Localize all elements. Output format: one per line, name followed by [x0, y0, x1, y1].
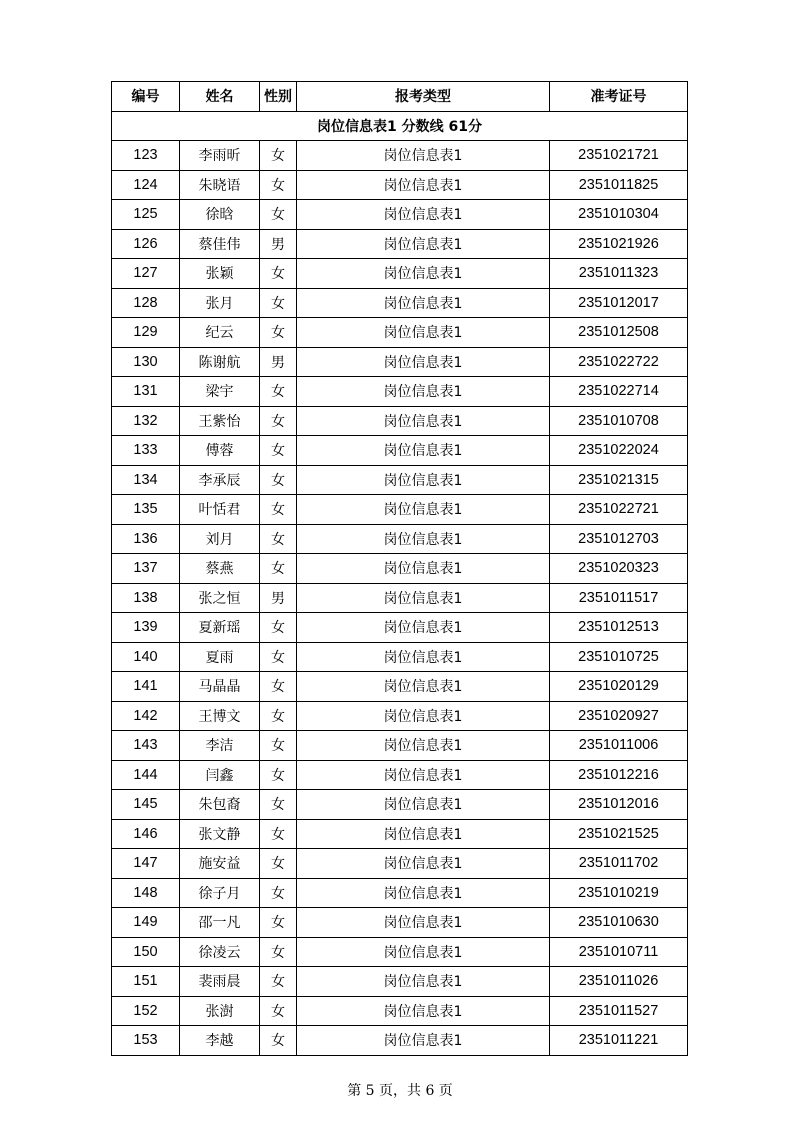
cell-ticket: 2351021926: [550, 229, 688, 259]
cell-exam-type: 岗位信息表1: [297, 849, 550, 879]
cell-exam-type: 岗位信息表1: [297, 200, 550, 230]
header-no: 编号: [112, 82, 180, 112]
cell-no: 132: [112, 406, 180, 436]
cell-exam-type: 岗位信息表1: [297, 878, 550, 908]
candidate-table: [111, 81, 688, 1056]
cell-name: 施安益: [180, 849, 260, 879]
table-body: [112, 111, 688, 1055]
cell-gender: 女: [260, 790, 297, 820]
cell-name: 傅蓉: [180, 436, 260, 466]
cell-exam-type: 岗位信息表1: [297, 465, 550, 495]
cell-no: 126: [112, 229, 180, 259]
table-row: [112, 200, 688, 230]
cell-exam-type: 岗位信息表1: [297, 436, 550, 466]
cell-gender: 女: [260, 849, 297, 879]
cell-name: 徐凌云: [180, 937, 260, 967]
cell-exam-type: 岗位信息表1: [297, 495, 550, 525]
table-row: [112, 937, 688, 967]
cell-exam-type: 岗位信息表1: [297, 141, 550, 171]
cell-ticket: 2351010304: [550, 200, 688, 230]
cell-gender: 女: [260, 701, 297, 731]
cell-no: 144: [112, 760, 180, 790]
cell-ticket: 2351010630: [550, 908, 688, 938]
cell-exam-type: 岗位信息表1: [297, 760, 550, 790]
cell-ticket: 2351020129: [550, 672, 688, 702]
cell-no: 149: [112, 908, 180, 938]
cell-exam-type: 岗位信息表1: [297, 347, 550, 377]
table-row: [112, 318, 688, 348]
cell-name: 徐晗: [180, 200, 260, 230]
cell-name: 蔡佳伟: [180, 229, 260, 259]
cell-exam-type: 岗位信息表1: [297, 377, 550, 407]
cell-exam-type: 岗位信息表1: [297, 583, 550, 613]
cell-ticket: 2351011702: [550, 849, 688, 879]
cell-ticket: 2351012016: [550, 790, 688, 820]
cell-no: 153: [112, 1026, 180, 1056]
cell-gender: 女: [260, 642, 297, 672]
table-row: [112, 377, 688, 407]
table-row: [112, 996, 688, 1026]
cell-exam-type: 岗位信息表1: [297, 613, 550, 643]
cell-exam-type: 岗位信息表1: [297, 288, 550, 318]
cell-gender: 女: [260, 731, 297, 761]
cell-exam-type: 岗位信息表1: [297, 1026, 550, 1056]
cell-exam-type: 岗位信息表1: [297, 406, 550, 436]
cell-name: 梁宇: [180, 377, 260, 407]
table-row: [112, 819, 688, 849]
cell-exam-type: 岗位信息表1: [297, 170, 550, 200]
cell-no: 138: [112, 583, 180, 613]
table-row: [112, 967, 688, 997]
cell-name: 闫鑫: [180, 760, 260, 790]
cell-exam-type: 岗位信息表1: [297, 554, 550, 584]
cell-ticket: 2351020323: [550, 554, 688, 584]
cell-name: 李承辰: [180, 465, 260, 495]
cell-gender: 女: [260, 406, 297, 436]
table-row: [112, 583, 688, 613]
cell-gender: 男: [260, 583, 297, 613]
cell-exam-type: 岗位信息表1: [297, 701, 550, 731]
table-row: [112, 406, 688, 436]
cell-no: 140: [112, 642, 180, 672]
cell-exam-type: 岗位信息表1: [297, 524, 550, 554]
cell-ticket: 2351011825: [550, 170, 688, 200]
cell-name: 马晶晶: [180, 672, 260, 702]
cell-name: 夏雨: [180, 642, 260, 672]
table-row: [112, 141, 688, 171]
table-row: [112, 613, 688, 643]
cell-no: 150: [112, 937, 180, 967]
table-row: [112, 495, 688, 525]
table-row: [112, 259, 688, 289]
cell-no: 142: [112, 701, 180, 731]
table-row: [112, 436, 688, 466]
cell-name: 李洁: [180, 731, 260, 761]
cell-exam-type: 岗位信息表1: [297, 318, 550, 348]
cell-ticket: 2351010711: [550, 937, 688, 967]
cell-exam-type: 岗位信息表1: [297, 967, 550, 997]
cell-ticket: 2351012703: [550, 524, 688, 554]
cell-exam-type: 岗位信息表1: [297, 819, 550, 849]
cell-gender: 女: [260, 200, 297, 230]
table-row: [112, 849, 688, 879]
cell-name: 朱晓语: [180, 170, 260, 200]
cell-no: 125: [112, 200, 180, 230]
cell-no: 151: [112, 967, 180, 997]
cell-exam-type: 岗位信息表1: [297, 642, 550, 672]
cell-gender: 女: [260, 436, 297, 466]
cell-ticket: 2351022024: [550, 436, 688, 466]
cell-exam-type: 岗位信息表1: [297, 259, 550, 289]
cell-no: 129: [112, 318, 180, 348]
cell-exam-type: 岗位信息表1: [297, 908, 550, 938]
cell-no: 148: [112, 878, 180, 908]
cell-ticket: 2351010219: [550, 878, 688, 908]
cell-gender: 男: [260, 229, 297, 259]
cell-gender: 女: [260, 613, 297, 643]
table-row: [112, 878, 688, 908]
cell-name: 张澍: [180, 996, 260, 1026]
cell-name: 陈谢航: [180, 347, 260, 377]
cell-no: 133: [112, 436, 180, 466]
table-row: [112, 554, 688, 584]
cell-ticket: 2351011527: [550, 996, 688, 1026]
cell-ticket: 2351011221: [550, 1026, 688, 1056]
cell-gender: 女: [260, 937, 297, 967]
cell-ticket: 2351012216: [550, 760, 688, 790]
cell-no: 127: [112, 259, 180, 289]
table-header: [112, 82, 688, 112]
table-row: [112, 760, 688, 790]
cell-exam-type: 岗位信息表1: [297, 790, 550, 820]
cell-gender: 女: [260, 1026, 297, 1056]
cell-name: 徐子月: [180, 878, 260, 908]
cell-exam-type: 岗位信息表1: [297, 229, 550, 259]
cell-gender: 女: [260, 996, 297, 1026]
cell-no: 143: [112, 731, 180, 761]
cell-name: 张颖: [180, 259, 260, 289]
cell-no: 146: [112, 819, 180, 849]
header-ticket: 准考证号: [550, 82, 688, 112]
cell-ticket: 2351021721: [550, 141, 688, 171]
header-gender: 性别: [260, 82, 297, 112]
cell-no: 145: [112, 790, 180, 820]
cell-ticket: 2351010725: [550, 642, 688, 672]
table-row: [112, 790, 688, 820]
cell-gender: 女: [260, 819, 297, 849]
table-row: [112, 229, 688, 259]
cell-name: 裴雨晨: [180, 967, 260, 997]
cell-no: 136: [112, 524, 180, 554]
cell-name: 蔡燕: [180, 554, 260, 584]
cell-gender: 女: [260, 377, 297, 407]
cell-no: 135: [112, 495, 180, 525]
header-exam-type: 报考类型: [297, 82, 550, 112]
cell-name: 张月: [180, 288, 260, 318]
header-row: [112, 82, 688, 112]
cell-gender: 女: [260, 672, 297, 702]
table-row: [112, 524, 688, 554]
cell-no: 130: [112, 347, 180, 377]
table-row: [112, 1026, 688, 1056]
cell-no: 141: [112, 672, 180, 702]
cell-no: 147: [112, 849, 180, 879]
cell-gender: 女: [260, 288, 297, 318]
table-row: [112, 465, 688, 495]
table-row: [112, 288, 688, 318]
table-row: [112, 170, 688, 200]
cell-gender: 女: [260, 967, 297, 997]
cell-name: 李越: [180, 1026, 260, 1056]
cell-gender: 女: [260, 465, 297, 495]
cell-no: 124: [112, 170, 180, 200]
cell-exam-type: 岗位信息表1: [297, 996, 550, 1026]
cell-ticket: 2351021525: [550, 819, 688, 849]
page-footer: 第 5 页，共 6 页: [347, 1083, 453, 1099]
cell-gender: 男: [260, 347, 297, 377]
cell-ticket: 2351011517: [550, 583, 688, 613]
header-name: 姓名: [180, 82, 260, 112]
cell-ticket: 2351011323: [550, 259, 688, 289]
cell-name: 王紫怡: [180, 406, 260, 436]
cell-no: 139: [112, 613, 180, 643]
cell-gender: 女: [260, 259, 297, 289]
cell-ticket: 2351012508: [550, 318, 688, 348]
cell-gender: 女: [260, 318, 297, 348]
document-sheet: [111, 81, 687, 1056]
cell-ticket: 2351020927: [550, 701, 688, 731]
cell-name: 叶恬君: [180, 495, 260, 525]
cell-gender: 女: [260, 554, 297, 584]
section-row: [112, 111, 688, 141]
cell-name: 纪云: [180, 318, 260, 348]
cell-name: 朱包裔: [180, 790, 260, 820]
table-row: [112, 731, 688, 761]
table-row: [112, 642, 688, 672]
cell-no: 131: [112, 377, 180, 407]
cell-name: 王博文: [180, 701, 260, 731]
cell-gender: 女: [260, 495, 297, 525]
cell-gender: 女: [260, 524, 297, 554]
cell-ticket: 2351011006: [550, 731, 688, 761]
cell-gender: 女: [260, 760, 297, 790]
cell-name: 张文静: [180, 819, 260, 849]
cell-name: 刘月: [180, 524, 260, 554]
cell-ticket: 2351010708: [550, 406, 688, 436]
cell-no: 128: [112, 288, 180, 318]
cell-name: 夏新瑶: [180, 613, 260, 643]
cell-ticket: 2351021315: [550, 465, 688, 495]
cell-exam-type: 岗位信息表1: [297, 937, 550, 967]
table-row: [112, 672, 688, 702]
cell-exam-type: 岗位信息表1: [297, 672, 550, 702]
table-row: [112, 347, 688, 377]
cell-name: 张之恒: [180, 583, 260, 613]
cell-ticket: 2351022714: [550, 377, 688, 407]
cell-gender: 女: [260, 908, 297, 938]
cell-no: 137: [112, 554, 180, 584]
table-row: [112, 701, 688, 731]
cell-name: 李雨昕: [180, 141, 260, 171]
section-title: 岗位信息表1 分数线 61分: [112, 111, 688, 141]
cell-gender: 女: [260, 141, 297, 171]
cell-ticket: 2351022721: [550, 495, 688, 525]
cell-name: 邵一凡: [180, 908, 260, 938]
cell-ticket: 2351022722: [550, 347, 688, 377]
cell-ticket: 2351012017: [550, 288, 688, 318]
table-row: [112, 908, 688, 938]
cell-gender: 女: [260, 878, 297, 908]
cell-gender: 女: [260, 170, 297, 200]
cell-no: 123: [112, 141, 180, 171]
cell-ticket: 2351011026: [550, 967, 688, 997]
cell-exam-type: 岗位信息表1: [297, 731, 550, 761]
cell-no: 152: [112, 996, 180, 1026]
cell-no: 134: [112, 465, 180, 495]
cell-ticket: 2351012513: [550, 613, 688, 643]
